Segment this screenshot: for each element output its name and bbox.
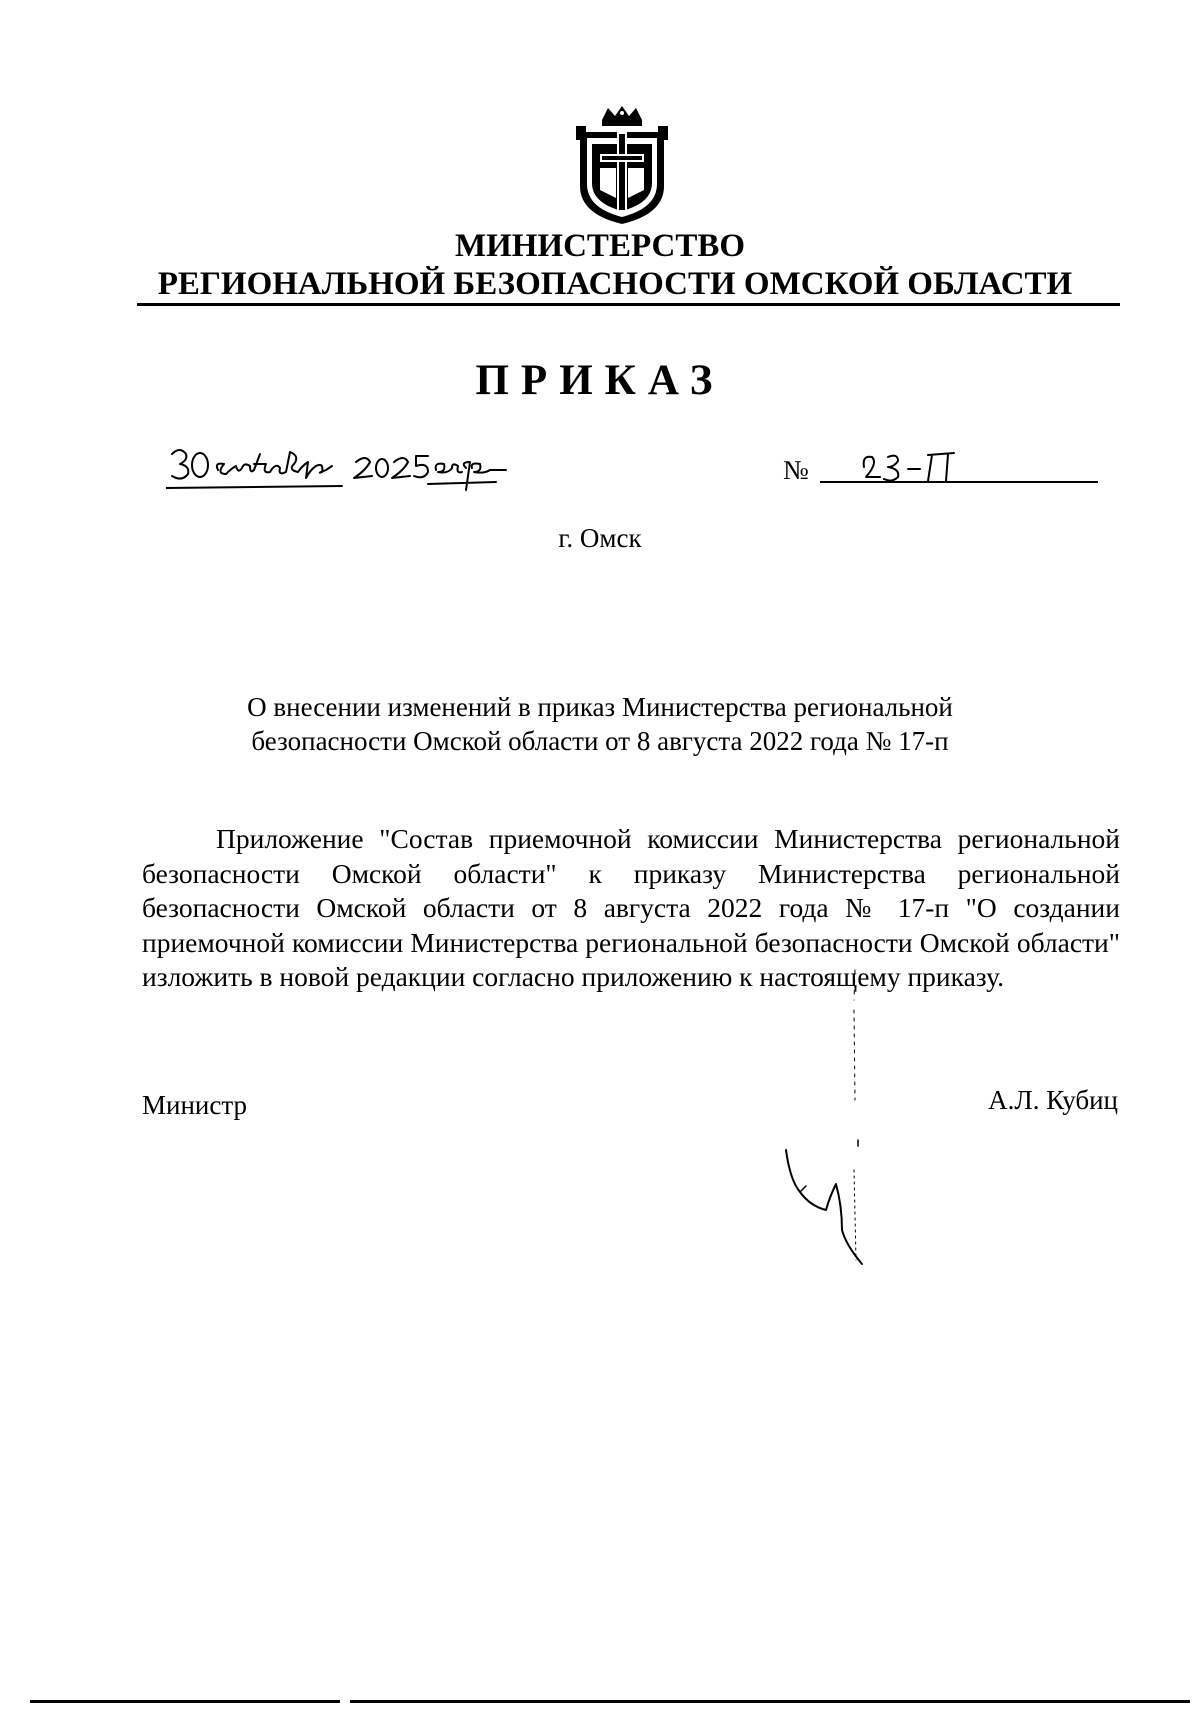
order-subject-line-2: безопасности Омской области от 8 августа 2022 года № 17-п — [251, 726, 949, 756]
organization-name-line-1: МИНИСТЕРСТВО — [454, 228, 746, 264]
header-divider — [137, 303, 1120, 306]
handwritten-signature — [770, 960, 890, 1280]
footer-rule-right — [350, 1700, 1190, 1703]
order-body-paragraph: Приложение "Состав приемочной комиссии Министерства региональной безопасности Омской области" к приказу Министерства региональной безопасности Омской области от 8 августа 2022 года № 17-п "О создании приемочной комиссии Министерства региональной безопасности Омской области" изложить в новой редакции согласно приложению к настоящему приказу. — [142, 823, 1120, 992]
handwritten-date — [166, 440, 526, 500]
handwritten-order-number — [858, 447, 968, 487]
order-subject-line-1: О внесении изменений в приказ Министерства региональной — [247, 692, 953, 722]
order-subject — [240, 690, 960, 758]
document-type-title: ПРИКАЗ — [475, 357, 725, 404]
organization-name-line-2: РЕГИОНАЛЬНОЙ БЕЗОПАСНОСТИ ОМСКОЙ ОБЛАСТИ — [157, 266, 1073, 302]
coat-of-arms-icon — [572, 104, 672, 226]
signatory-name: А.Л. Кубиц — [988, 1085, 1118, 1115]
signatory-role: Министр — [142, 1090, 247, 1120]
city-line: г. Омск — [558, 523, 642, 553]
footer-rule-left — [30, 1700, 340, 1703]
order-number-label: № — [783, 455, 809, 485]
